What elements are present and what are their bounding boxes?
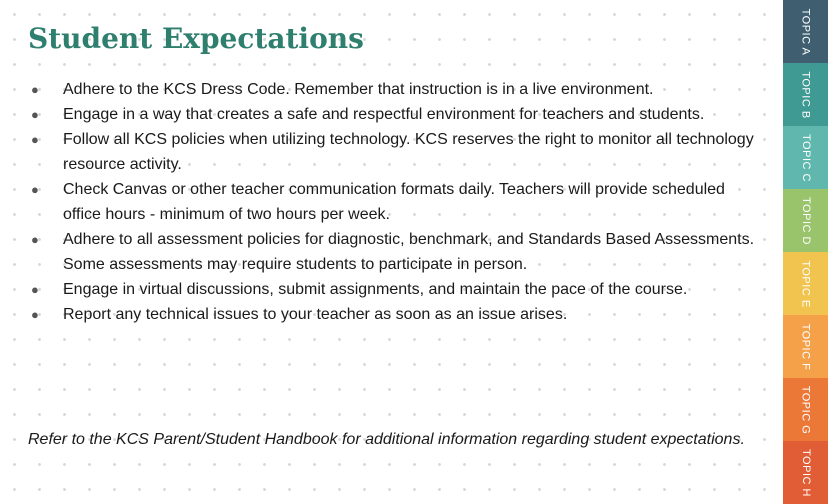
list-item-text: Report any technical issues to your teacher as soon as an issue arises. bbox=[63, 306, 568, 323]
handbook-note: Refer to the KCS Parent/Student Handbook for additional information regarding student expectations. bbox=[28, 431, 745, 448]
list-item bbox=[0, 227, 760, 277]
tab-topic-c[interactable] bbox=[783, 126, 828, 189]
tab-label: TOPIC G bbox=[799, 385, 812, 434]
expectations-list bbox=[0, 77, 760, 327]
page-title: Student Expectations bbox=[28, 22, 364, 55]
tab-label: TOPIC A bbox=[799, 8, 812, 55]
list-item bbox=[0, 302, 760, 327]
bullet-icon: ● bbox=[31, 82, 39, 97]
list-item bbox=[0, 102, 760, 127]
tab-label: TOPIC F bbox=[799, 323, 812, 370]
tab-label: TOPIC E bbox=[799, 259, 812, 308]
bullet-icon: ● bbox=[31, 182, 39, 197]
list-item bbox=[0, 177, 760, 227]
list-item bbox=[0, 127, 760, 177]
list-item-text: Check Canvas or other teacher communication formats daily. Teachers will provide scheduled office hours - minimum of two hours per week. bbox=[63, 181, 725, 223]
list-item-text: Adhere to all assessment policies for diagnostic, benchmark, and Standards Based Assessments. Some assessments may require students to participate in person. bbox=[63, 231, 755, 273]
bullet-icon: ● bbox=[31, 282, 39, 297]
list-item bbox=[0, 77, 760, 102]
topic-tabs bbox=[783, 0, 828, 504]
tab-topic-d[interactable] bbox=[783, 189, 828, 252]
tab-topic-f[interactable] bbox=[783, 315, 828, 378]
bullet-icon: ● bbox=[31, 132, 39, 147]
tab-label: TOPIC D bbox=[799, 196, 812, 245]
list-item-text: Engage in virtual discussions, submit assignments, and maintain the pace of the course. bbox=[63, 281, 688, 298]
bullet-icon: ● bbox=[31, 232, 39, 247]
bullet-icon: ● bbox=[31, 307, 39, 322]
list-item bbox=[0, 277, 760, 302]
tab-label: TOPIC B bbox=[799, 70, 812, 119]
tab-label: TOPIC C bbox=[799, 133, 812, 182]
list-item-text: Engage in a way that creates a safe and respectful environment for teachers and students. bbox=[63, 106, 705, 123]
list-item-text: Follow all KCS policies when utilizing technology. KCS reserves the right to monitor all technology resource activity. bbox=[63, 131, 754, 173]
tab-topic-e[interactable] bbox=[783, 252, 828, 315]
bullet-icon: ● bbox=[31, 107, 39, 122]
list-item-text: Adhere to the KCS Dress Code. Remember that instruction is in a live environment. bbox=[63, 81, 654, 98]
tab-label: TOPIC H bbox=[799, 448, 812, 497]
tab-topic-b[interactable] bbox=[783, 63, 828, 126]
tab-topic-g[interactable] bbox=[783, 378, 828, 441]
tab-topic-a[interactable] bbox=[783, 0, 828, 63]
tab-topic-h[interactable] bbox=[783, 441, 828, 504]
